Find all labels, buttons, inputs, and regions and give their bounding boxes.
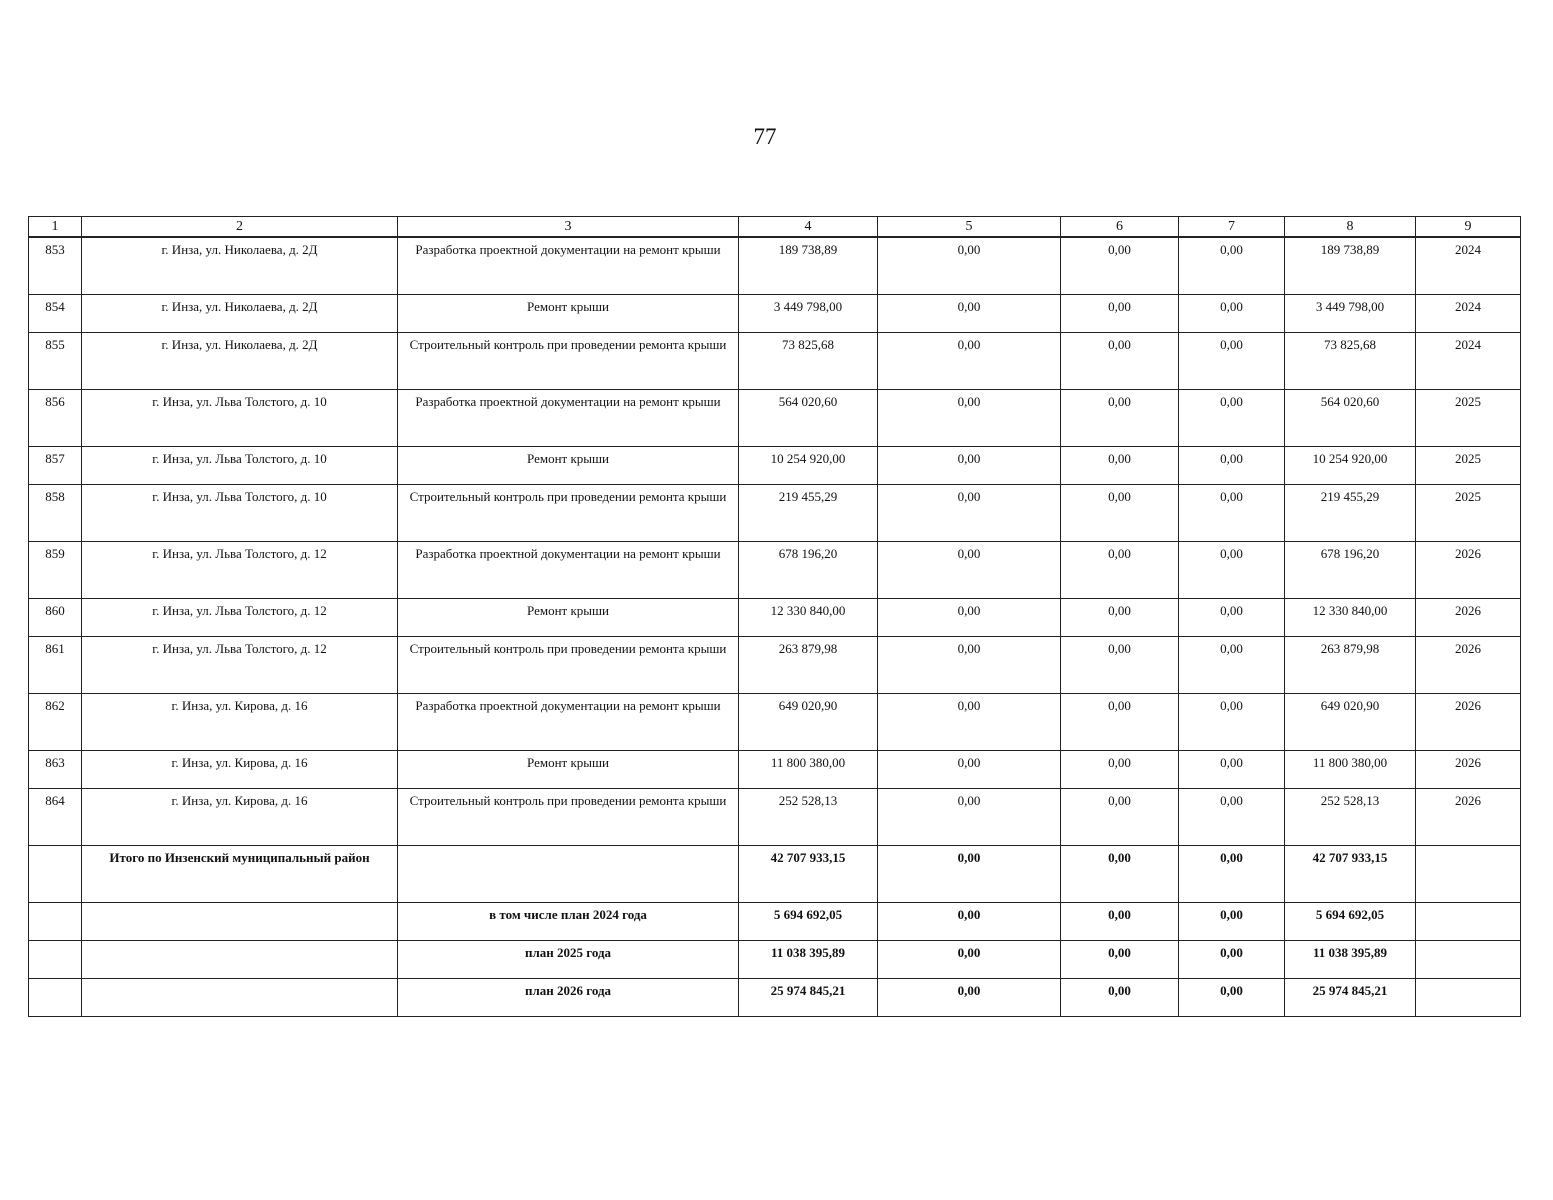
amount-cell: 0,00 <box>1179 237 1285 295</box>
amount-cell: 0,00 <box>878 751 1061 789</box>
amount-cell: 0,00 <box>1061 390 1179 447</box>
table-row <box>29 694 1521 751</box>
work-type-cell: Ремонт крыши <box>398 295 739 333</box>
column-header: 2 <box>82 217 398 238</box>
amount-cell: 0,00 <box>1179 390 1285 447</box>
address-cell: г. Инза, ул. Льва Толстого, д. 12 <box>82 637 398 694</box>
amount-cell: 0,00 <box>1061 789 1179 846</box>
plan-amount-cell: 0,00 <box>1179 979 1285 1017</box>
year-cell: 2024 <box>1416 237 1521 295</box>
row-number: 856 <box>29 390 82 447</box>
amount-cell: 0,00 <box>878 485 1061 542</box>
column-header: 9 <box>1416 217 1521 238</box>
page-number: 77 <box>753 124 777 149</box>
total-amount-cell: 42 707 933,15 <box>1285 846 1416 903</box>
empty-cell <box>1416 846 1521 903</box>
row-number: 863 <box>29 751 82 789</box>
empty-cell <box>398 846 739 903</box>
work-type-cell: Ремонт крыши <box>398 751 739 789</box>
plan-amount-cell: 25 974 845,21 <box>739 979 878 1017</box>
row-number: 862 <box>29 694 82 751</box>
address-cell: г. Инза, ул. Кирова, д. 16 <box>82 751 398 789</box>
year-cell: 2025 <box>1416 447 1521 485</box>
amount-cell: 0,00 <box>878 237 1061 295</box>
amount-cell: 0,00 <box>878 694 1061 751</box>
amount-cell: 11 800 380,00 <box>1285 751 1416 789</box>
year-cell: 2026 <box>1416 637 1521 694</box>
table-row <box>29 599 1521 637</box>
amount-cell: 0,00 <box>1061 237 1179 295</box>
address-cell: г. Инза, ул. Николаева, д. 2Д <box>82 333 398 390</box>
empty-cell <box>29 941 82 979</box>
work-type-cell: Ремонт крыши <box>398 599 739 637</box>
amount-cell: 0,00 <box>878 390 1061 447</box>
total-amount-cell: 0,00 <box>1061 846 1179 903</box>
plan-amount-cell: 25 974 845,21 <box>1285 979 1416 1017</box>
amount-cell: 0,00 <box>1061 295 1179 333</box>
empty-cell <box>1416 903 1521 941</box>
amount-cell: 0,00 <box>1179 542 1285 599</box>
plan-amount-cell: 0,00 <box>1179 903 1285 941</box>
table-row <box>29 237 1521 295</box>
plan-label: план 2026 года <box>398 979 739 1017</box>
table-row <box>29 637 1521 694</box>
total-row <box>29 846 1521 903</box>
amount-cell: 189 738,89 <box>1285 237 1416 295</box>
amount-cell: 0,00 <box>878 295 1061 333</box>
amount-cell: 12 330 840,00 <box>1285 599 1416 637</box>
amount-cell: 219 455,29 <box>739 485 878 542</box>
row-number: 859 <box>29 542 82 599</box>
work-type-cell: Разработка проектной документации на ремонт крыши <box>398 390 739 447</box>
address-cell: г. Инза, ул. Кирова, д. 16 <box>82 789 398 846</box>
amount-cell: 263 879,98 <box>739 637 878 694</box>
work-type-cell: Строительный контроль при проведении ремонта крыши <box>398 637 739 694</box>
amount-cell: 12 330 840,00 <box>739 599 878 637</box>
year-cell: 2026 <box>1416 542 1521 599</box>
plan-amount-cell: 0,00 <box>878 979 1061 1017</box>
amount-cell: 0,00 <box>1061 333 1179 390</box>
row-number: 857 <box>29 447 82 485</box>
work-type-cell: Строительный контроль при проведении ремонта крыши <box>398 333 739 390</box>
empty-cell <box>82 903 398 941</box>
empty-cell <box>29 903 82 941</box>
row-number: 860 <box>29 599 82 637</box>
work-type-cell: Строительный контроль при проведении ремонта крыши <box>398 485 739 542</box>
column-header: 6 <box>1061 217 1179 238</box>
amount-cell: 678 196,20 <box>739 542 878 599</box>
amount-cell: 0,00 <box>1179 485 1285 542</box>
amount-cell: 0,00 <box>878 447 1061 485</box>
table-row <box>29 789 1521 846</box>
amount-cell: 10 254 920,00 <box>1285 447 1416 485</box>
empty-cell <box>29 979 82 1017</box>
address-cell: г. Инза, ул. Льва Толстого, д. 12 <box>82 542 398 599</box>
amount-cell: 0,00 <box>1061 485 1179 542</box>
year-cell: 2026 <box>1416 599 1521 637</box>
amount-cell: 11 800 380,00 <box>739 751 878 789</box>
empty-cell <box>82 979 398 1017</box>
address-cell: г. Инза, ул. Льва Толстого, д. 10 <box>82 485 398 542</box>
table-row <box>29 333 1521 390</box>
plan-amount-cell: 5 694 692,05 <box>1285 903 1416 941</box>
amount-cell: 219 455,29 <box>1285 485 1416 542</box>
total-label: Итого по Инзенский муниципальный район <box>82 846 398 903</box>
row-number: 855 <box>29 333 82 390</box>
total-amount-cell: 42 707 933,15 <box>739 846 878 903</box>
plan-amount-cell: 11 038 395,89 <box>1285 941 1416 979</box>
year-cell: 2026 <box>1416 789 1521 846</box>
plan-amount-cell: 0,00 <box>1061 941 1179 979</box>
column-header: 4 <box>739 217 878 238</box>
amount-cell: 0,00 <box>1179 789 1285 846</box>
amount-cell: 0,00 <box>1061 542 1179 599</box>
address-cell: г. Инза, ул. Льва Толстого, д. 10 <box>82 447 398 485</box>
year-cell: 2024 <box>1416 333 1521 390</box>
empty-cell <box>29 846 82 903</box>
table-body <box>29 237 1521 1017</box>
work-type-cell: Разработка проектной документации на ремонт крыши <box>398 542 739 599</box>
table-row <box>29 390 1521 447</box>
amount-cell: 3 449 798,00 <box>739 295 878 333</box>
plan-row <box>29 979 1521 1017</box>
year-cell: 2025 <box>1416 485 1521 542</box>
address-cell: г. Инза, ул. Николаева, д. 2Д <box>82 295 398 333</box>
plan-amount-cell: 0,00 <box>1061 979 1179 1017</box>
address-cell: г. Инза, ул. Николаева, д. 2Д <box>82 237 398 295</box>
amount-cell: 252 528,13 <box>739 789 878 846</box>
empty-cell <box>1416 979 1521 1017</box>
address-cell: г. Инза, ул. Льва Толстого, д. 12 <box>82 599 398 637</box>
row-number: 858 <box>29 485 82 542</box>
plan-amount-cell: 0,00 <box>1179 941 1285 979</box>
amount-cell: 0,00 <box>1179 295 1285 333</box>
plan-label: в том числе план 2024 года <box>398 903 739 941</box>
amount-cell: 0,00 <box>1061 447 1179 485</box>
plan-amount-cell: 5 694 692,05 <box>739 903 878 941</box>
amount-cell: 0,00 <box>878 333 1061 390</box>
amount-cell: 649 020,90 <box>739 694 878 751</box>
amount-cell: 0,00 <box>1179 333 1285 390</box>
year-cell: 2026 <box>1416 751 1521 789</box>
amount-cell: 678 196,20 <box>1285 542 1416 599</box>
address-cell: г. Инза, ул. Льва Толстого, д. 10 <box>82 390 398 447</box>
table-row <box>29 542 1521 599</box>
table-row <box>29 751 1521 789</box>
amount-cell: 0,00 <box>1179 694 1285 751</box>
year-cell: 2025 <box>1416 390 1521 447</box>
amount-cell: 0,00 <box>878 637 1061 694</box>
amount-cell: 73 825,68 <box>1285 333 1416 390</box>
empty-cell <box>82 941 398 979</box>
column-header: 1 <box>29 217 82 238</box>
amount-cell: 73 825,68 <box>739 333 878 390</box>
year-cell: 2024 <box>1416 295 1521 333</box>
table-row <box>29 485 1521 542</box>
total-amount-cell: 0,00 <box>878 846 1061 903</box>
amount-cell: 0,00 <box>1179 637 1285 694</box>
plan-label: план 2025 года <box>398 941 739 979</box>
amount-cell: 0,00 <box>1179 751 1285 789</box>
amount-cell: 0,00 <box>1061 637 1179 694</box>
column-header: 7 <box>1179 217 1285 238</box>
column-header: 3 <box>398 217 739 238</box>
amount-cell: 0,00 <box>1179 447 1285 485</box>
plan-amount-cell: 0,00 <box>878 903 1061 941</box>
work-type-cell: Разработка проектной документации на ремонт крыши <box>398 237 739 295</box>
row-number: 861 <box>29 637 82 694</box>
row-number: 854 <box>29 295 82 333</box>
plan-amount-cell: 0,00 <box>878 941 1061 979</box>
work-type-cell: Строительный контроль при проведении ремонта крыши <box>398 789 739 846</box>
plan-row <box>29 941 1521 979</box>
column-header: 8 <box>1285 217 1416 238</box>
column-number-header <box>29 217 1521 238</box>
amount-cell: 3 449 798,00 <box>1285 295 1416 333</box>
amount-cell: 649 020,90 <box>1285 694 1416 751</box>
amount-cell: 189 738,89 <box>739 237 878 295</box>
amount-cell: 0,00 <box>878 789 1061 846</box>
total-amount-cell: 0,00 <box>1179 846 1285 903</box>
amount-cell: 0,00 <box>878 542 1061 599</box>
column-header: 5 <box>878 217 1061 238</box>
row-number: 853 <box>29 237 82 295</box>
amount-cell: 0,00 <box>1061 599 1179 637</box>
year-cell: 2026 <box>1416 694 1521 751</box>
amount-cell: 0,00 <box>1179 599 1285 637</box>
amount-cell: 252 528,13 <box>1285 789 1416 846</box>
table-row <box>29 295 1521 333</box>
row-number: 864 <box>29 789 82 846</box>
empty-cell <box>1416 941 1521 979</box>
amount-cell: 0,00 <box>1061 751 1179 789</box>
amount-cell: 564 020,60 <box>1285 390 1416 447</box>
amount-cell: 10 254 920,00 <box>739 447 878 485</box>
address-cell: г. Инза, ул. Кирова, д. 16 <box>82 694 398 751</box>
work-type-cell: Ремонт крыши <box>398 447 739 485</box>
amount-cell: 0,00 <box>878 599 1061 637</box>
amount-cell: 0,00 <box>1061 694 1179 751</box>
amount-cell: 263 879,98 <box>1285 637 1416 694</box>
amount-cell: 564 020,60 <box>739 390 878 447</box>
capital-repair-table <box>28 216 1521 1017</box>
plan-row <box>29 903 1521 941</box>
plan-amount-cell: 11 038 395,89 <box>739 941 878 979</box>
plan-amount-cell: 0,00 <box>1061 903 1179 941</box>
work-type-cell: Разработка проектной документации на ремонт крыши <box>398 694 739 751</box>
table-row <box>29 447 1521 485</box>
